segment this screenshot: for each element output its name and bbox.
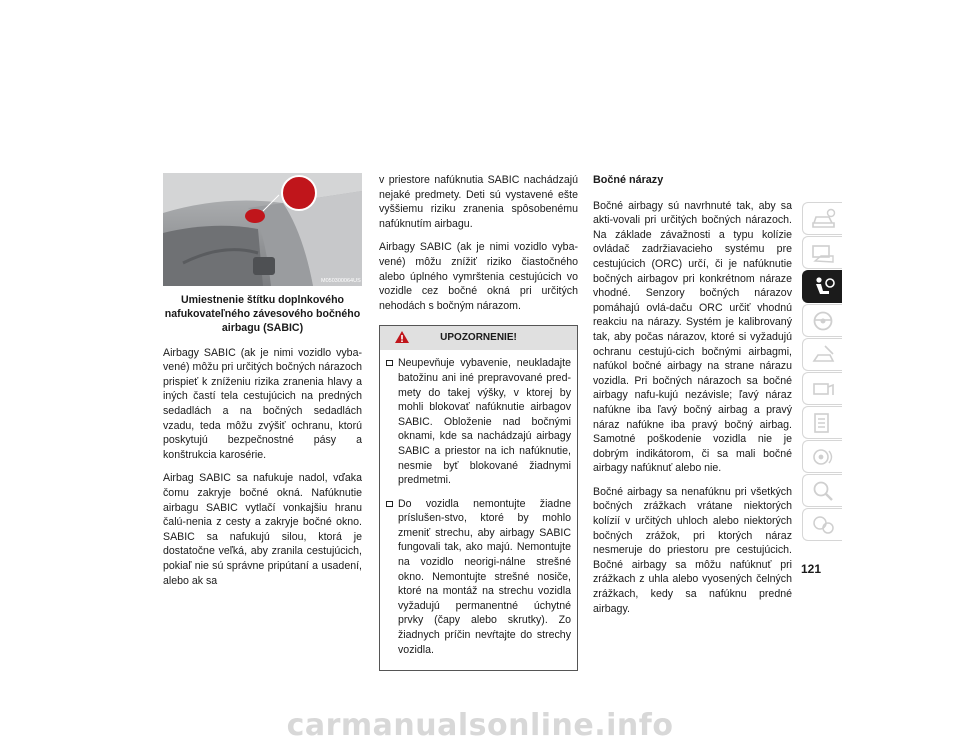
warning-box [379, 325, 578, 671]
language-icon [811, 514, 837, 536]
search-icon [811, 480, 837, 502]
service-car-icon [811, 378, 837, 400]
tab-car-info[interactable] [802, 202, 842, 235]
watermark: carmanualsonline.info [286, 708, 674, 743]
vehicle-interior-illustration [163, 173, 362, 286]
bullet-square-icon [386, 501, 393, 507]
airbag-seat-icon [811, 276, 837, 298]
warning-header [380, 326, 577, 350]
column-middle [379, 173, 578, 671]
warning-item [386, 497, 571, 658]
sabic-label-photo [163, 173, 362, 286]
page-number: 121 [801, 562, 822, 576]
section-heading: Bočné nárazy [593, 174, 664, 186]
audio-icon [811, 446, 837, 468]
warning-triangle-icon [394, 330, 410, 344]
figure-caption: Umiestnenie štítku doplnkového nafukovateľného závesového bočného airbagu (SABIC) [164, 294, 361, 335]
warning-item-text: Do vozidla nemontujte žiadne príslušen-stvo, ktoré by mohlo zmeniť strechu, aby airbagy SABIC fungovali tak, ako majú. Nemontujte na vozidlo neorigi-nálne strešné okno. Nemontujte strešné nosiče, ktoré na montáž na strechu vozidla vyžadujú permanentné úchytné prvky (čapy alebo skrutky). Zo žiadnych príčin nevŕtajte do strechy vozidla. [398, 497, 571, 656]
paragraph: v priestore nafúknutia SABIC nachádzajú nejaké predmety. Deti sú vystavené ešte vyššiemu riziku zranenia spôsobenému nafúknutím airbagu. [379, 174, 578, 230]
tab-index[interactable] [802, 474, 842, 507]
tab-emergency[interactable] [802, 338, 842, 371]
warning-item [386, 356, 571, 487]
label-zoom-marker [282, 176, 316, 210]
tab-specifications[interactable] [802, 406, 842, 439]
tab-servicing[interactable] [802, 372, 842, 405]
tab-safety[interactable] [802, 270, 842, 303]
paragraph: Airbagy SABIC (ak je nimi vozidlo vyba-vené) môžu pri určitých bočných nárazoch prispieť k zníženiu rizika zranenia hlavy a iných častí tela cestujúcich na predných sedadlách a na bočných sedadlách vzadu, teda môžu zvýšiť ochranu, ktorú poskytujú bezpečnostné pásy a konštrukcia karosérie. [163, 346, 362, 461]
tab-language[interactable] [802, 508, 842, 541]
column-right [593, 173, 792, 625]
dashboard-message-icon [811, 242, 837, 264]
bullet-square-icon [386, 360, 393, 366]
warning-title: UPOZORNENIE! [440, 332, 517, 344]
label-location-marker [245, 209, 265, 223]
car-info-icon [811, 208, 837, 230]
road-warning-icon [811, 344, 837, 366]
tab-starting-operating[interactable] [802, 304, 842, 337]
paragraph: Bočné airbagy sú navrhnuté tak, aby sa akti-vovali pri určitých bočných nárazoch. Na základe závažnosti a typu kolízie ovládač zadržiavacieho systému pre cestujúcich (ORC) určí, či je nafúknutie bočných airbagov pri konkrétnom náraze vhodné. Senzory bočných nárazov pomáhajú ovlá-daču ORC určiť vhodnú reakciu na nárazy. Systém je kalibrovaný tak, aby počas nárazov, ktoré si vyžadujú ochranu cestujú-cich bočnými airbagmi, nafúkol bočné airbagy na strane nárazu vozidla. Pri bočných nárazoch sa bočné airbagy nafu-kujú nezávisle; ľavý náraz nafúkne iba ľavý bočný airbag a pravý náraz nafúkne iba pravý bočný airbag. Samotné poškodenie vozidla nie je dobrým indikátorom, či sa mali bočné airbagy nafúknuť alebo nie. [593, 199, 792, 475]
checklist-icon [811, 412, 837, 434]
column-left [163, 173, 362, 597]
figure-code: M050300064US [321, 278, 361, 284]
steering-wheel-icon [811, 310, 837, 332]
tab-dashboard-messages[interactable] [802, 236, 842, 269]
warning-item-text: Neupevňuje vybavenie, neukladajte batožinu ani iné prepravované pred-mety do takej výšky, v ktorej by mohli blokovať nafúknutie airbagov SABIC. Obloženie nad bočnými oknami, kde sa nachádzajú airbagy SABIC a priestor na ich nafúknutie, nesmie byť blokované žiadnymi predmetmi. [398, 357, 571, 487]
paragraph: Airbag SABIC sa nafukuje nadol, vďaka čomu zakryje bočné okná. Nafúknutie airbagu SABIC vytlačí vonkajšiu hranu čalú-nenia z cesty a zakryje bočné okno. SABIC sa nafukujú silou, ktorá je dostatočne veľká, aby zranila cestujúcich, pokiaľ nie sú správne pripútaní a usadení, alebo ak sa [163, 472, 362, 587]
tab-multimedia[interactable] [802, 440, 842, 473]
paragraph: Bočné airbagy sa nenafúknu pri všetkých bočných zrážkach vrátane niektorých kolízií v určitých uhloch alebo niektorých bočných zrážok, pri ktorých náraz nesmeruje do priestoru pre cestujúcich. Bočné airbagy sa môžu nafúknuť pri zrážkach z uhla alebo vyosených čelných zrážkach, kedy sa nafúknu predné airbagy. [593, 485, 792, 615]
paragraph: Airbagy SABIC (ak je nimi vozidlo vyba-vené) môžu znížiť riziko čiastočného alebo úplného vymrštenia cestujúcich vo vozidle cez bočné okná pri určitých nehodách s bočným nárazom. [379, 241, 578, 312]
